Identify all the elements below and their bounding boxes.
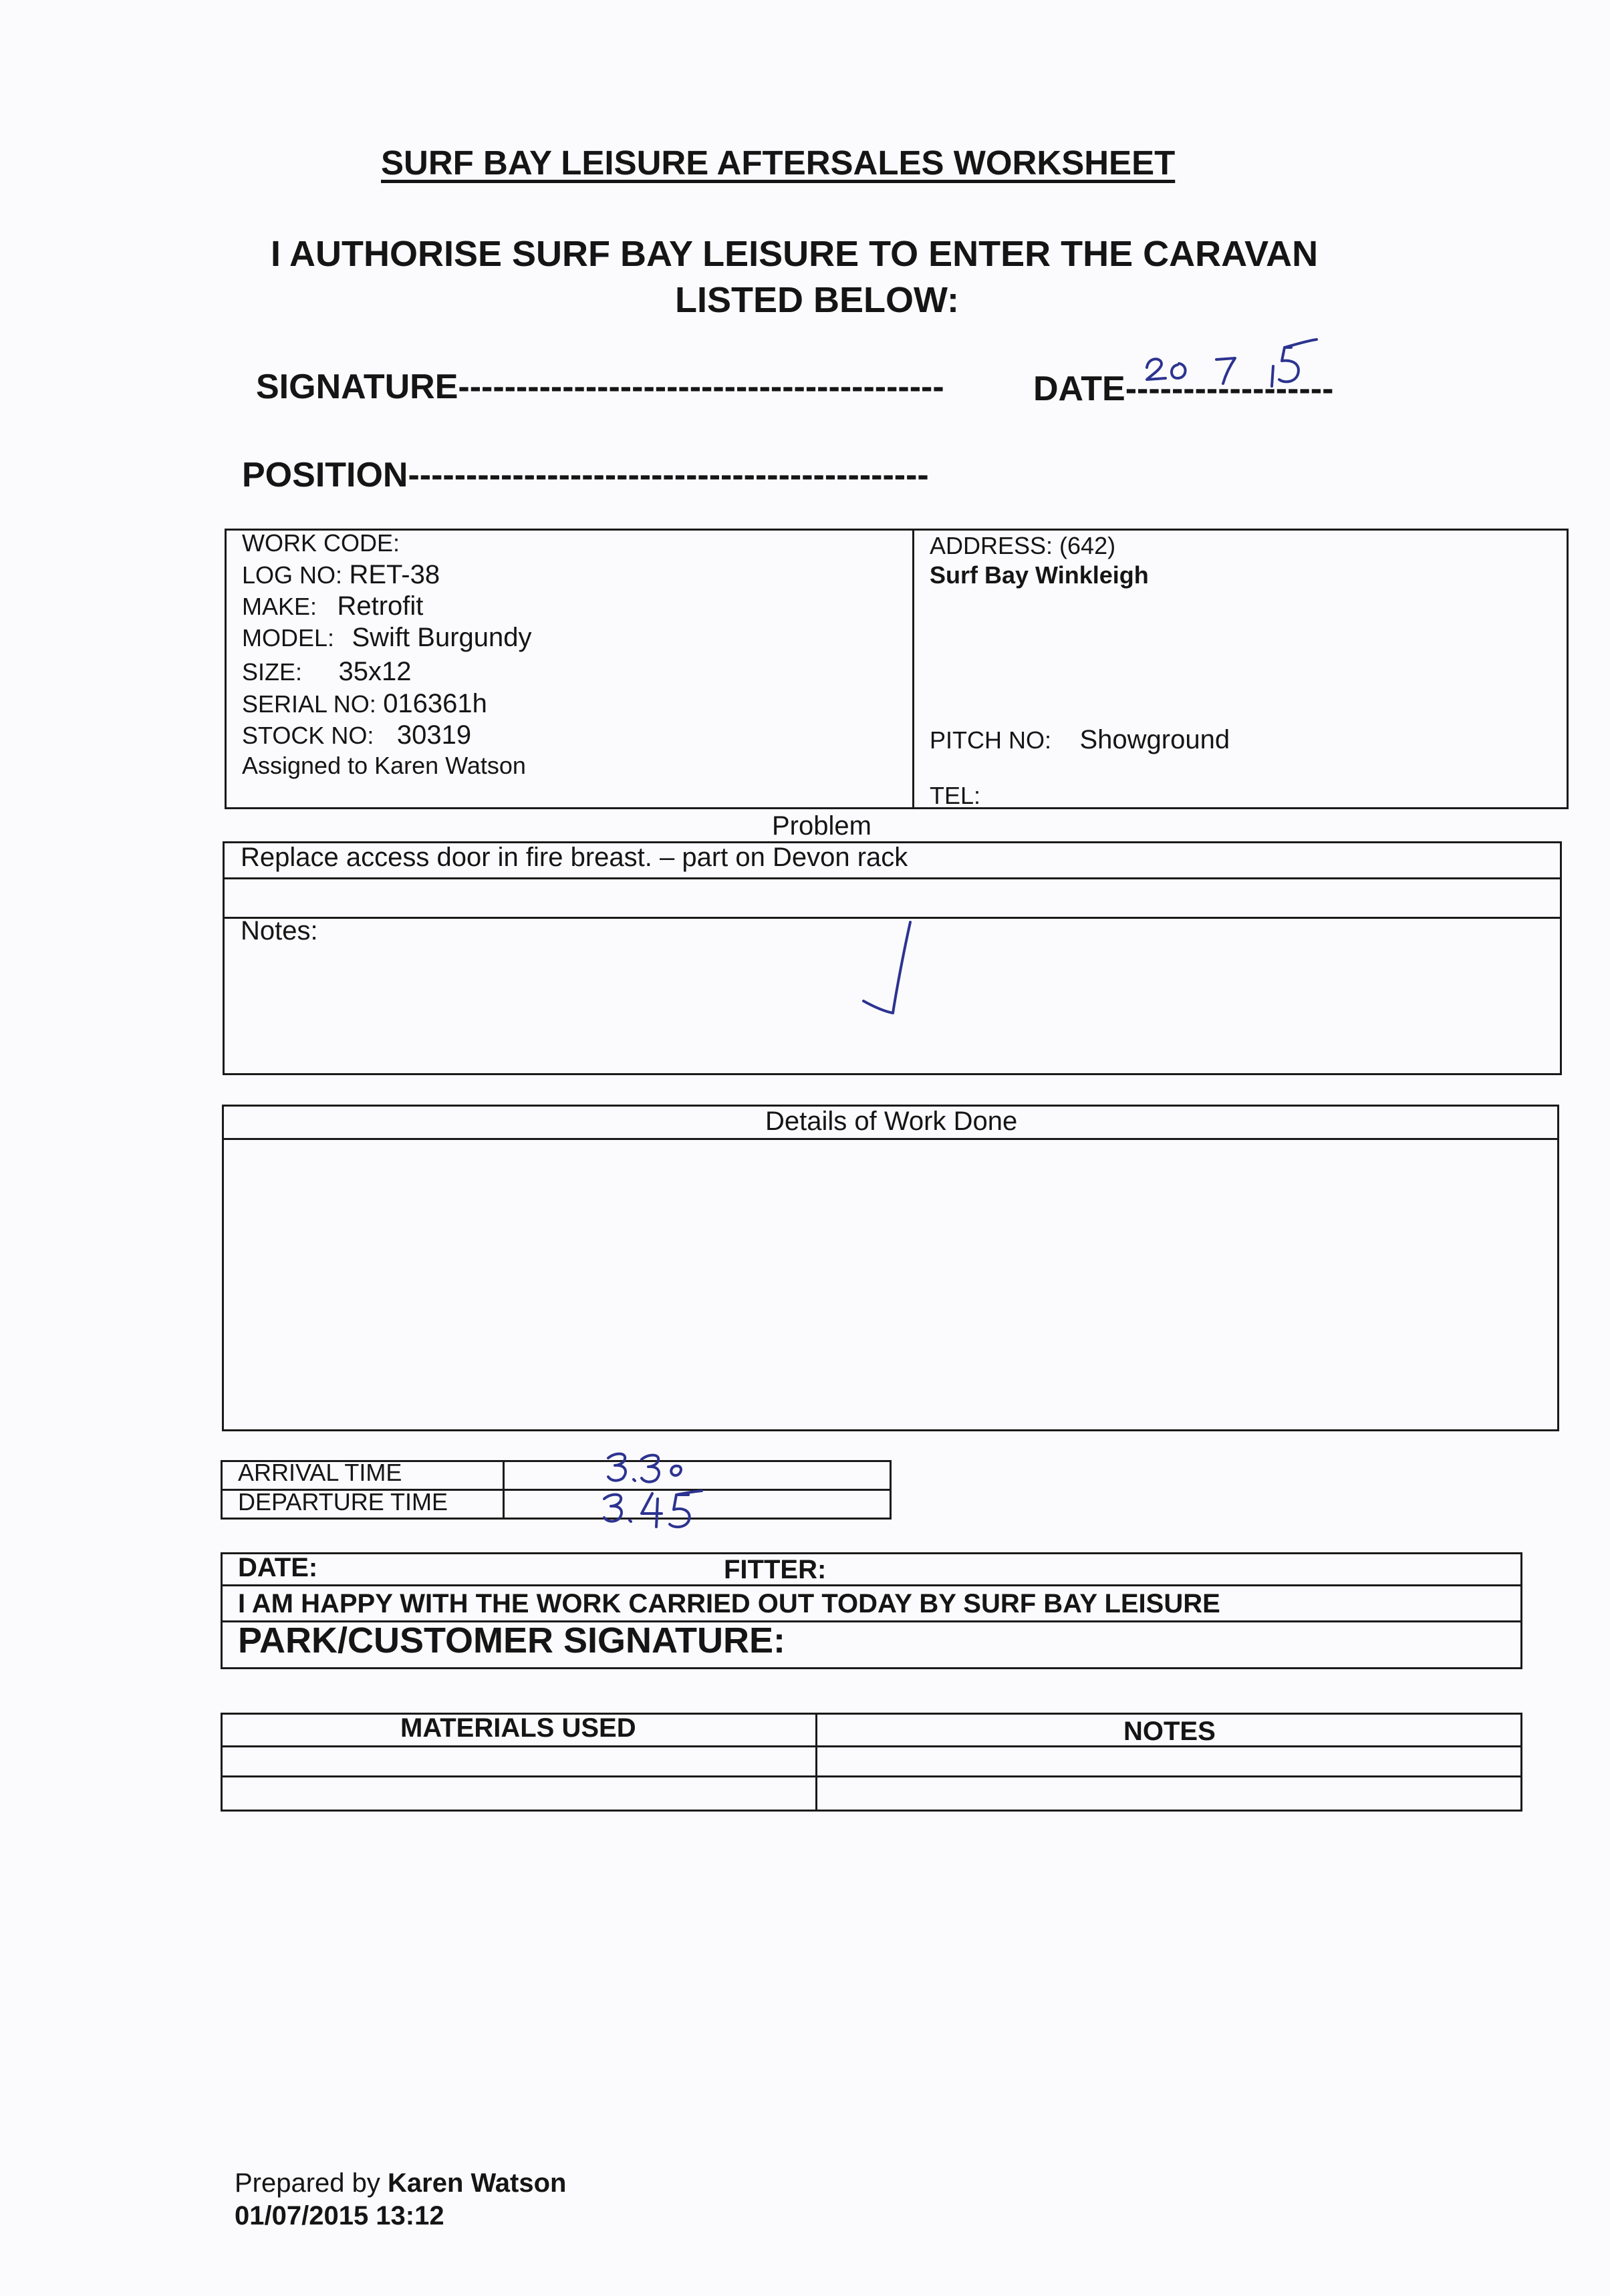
- tick-mark: [855, 915, 949, 1022]
- times-col-line: [503, 1460, 505, 1520]
- stock-value: 30319: [396, 720, 472, 750]
- handwritten-departure-time: [595, 1487, 728, 1540]
- departure-time-label: DEPARTURE TIME: [238, 1488, 448, 1516]
- make-label: MAKE:: [242, 593, 317, 620]
- assigned-to: Assigned to Karen Watson: [242, 752, 526, 779]
- work-done-box: [222, 1105, 1559, 1431]
- authorisation-line-1: I AUTHORISE SURF BAY LEISURE TO ENTER THE CARAVAN: [271, 234, 1319, 274]
- fitter-label: FITTER:: [724, 1555, 827, 1584]
- problem-heading: Problem: [772, 811, 871, 841]
- authorisation-line-2: LISTED BELOW:: [675, 280, 959, 320]
- problem-text: Replace access door in fire breast. – part on Devon rack: [241, 843, 908, 872]
- serial-value: 016361h: [383, 689, 487, 718]
- log-no-value: RET-38: [349, 560, 440, 589]
- materials-used-heading: MATERIALS USED: [400, 1713, 636, 1743]
- size-label: SIZE:: [242, 658, 303, 686]
- work-done-heading: Details of Work Done: [765, 1107, 1018, 1136]
- work-code-label: WORK CODE:: [242, 529, 400, 557]
- problem-row-line-1: [223, 877, 1562, 879]
- handwritten-arrival-time: [601, 1443, 735, 1490]
- prepared-by: [235, 2170, 567, 2196]
- pitch-value: Showground: [1079, 725, 1230, 754]
- address-label: ADDRESS: (642): [930, 532, 1116, 559]
- pitch-row: [930, 726, 1230, 753]
- details-divider: [912, 529, 914, 809]
- stock-label: STOCK NO:: [242, 722, 374, 749]
- serial-row: [242, 690, 487, 717]
- size-value: 35x12: [338, 657, 412, 686]
- make-value: Retrofit: [337, 591, 424, 621]
- stock-row: [242, 722, 471, 748]
- materials-col-line: [815, 1713, 817, 1812]
- signature-label: SIGNATURE------------------------------------------: [256, 368, 944, 406]
- log-no-row: [242, 561, 440, 588]
- materials-notes-heading: NOTES: [1123, 1717, 1216, 1746]
- signoff-line-1: [221, 1584, 1522, 1586]
- model-row: [242, 624, 532, 651]
- serial-label: SERIAL NO:: [242, 690, 376, 718]
- position-label: POSITION---------------------------------------------: [242, 456, 929, 494]
- materials-row-line-2: [221, 1775, 1522, 1777]
- notes-label: Notes:: [241, 916, 318, 946]
- prepared-by-name: Karen Watson: [388, 2168, 567, 2198]
- handwritten-date: [1136, 327, 1350, 388]
- prepared-timestamp: 01/07/2015 13:12: [235, 2201, 444, 2231]
- customer-signature-label: PARK/CUSTOMER SIGNATURE:: [238, 1620, 786, 1661]
- pitch-label: PITCH NO:: [930, 726, 1052, 754]
- signoff-date-label: DATE:: [238, 1553, 318, 1582]
- arrival-time-label: ARRIVAL TIME: [238, 1459, 402, 1486]
- address-value: Surf Bay Winkleigh: [930, 561, 1149, 589]
- worksheet-title: SURF BAY LEISURE AFTERSALES WORKSHEET: [381, 144, 1176, 182]
- header-date-label: DATE------------------: [1033, 370, 1334, 408]
- tel-label: TEL:: [930, 782, 981, 809]
- work-done-header-line: [222, 1138, 1559, 1140]
- size-row: [242, 658, 411, 685]
- log-no-label: LOG NO:: [242, 561, 343, 589]
- model-label: MODEL:: [242, 624, 335, 652]
- satisfaction-statement: I AM HAPPY WITH THE WORK CARRIED OUT TODAY BY SURF BAY LEISURE: [238, 1589, 1220, 1618]
- materials-row-line-1: [221, 1745, 1522, 1747]
- make-row: [242, 593, 423, 619]
- prepared-by-label: Prepared by: [235, 2168, 380, 2198]
- model-value: Swift Burgundy: [352, 623, 532, 652]
